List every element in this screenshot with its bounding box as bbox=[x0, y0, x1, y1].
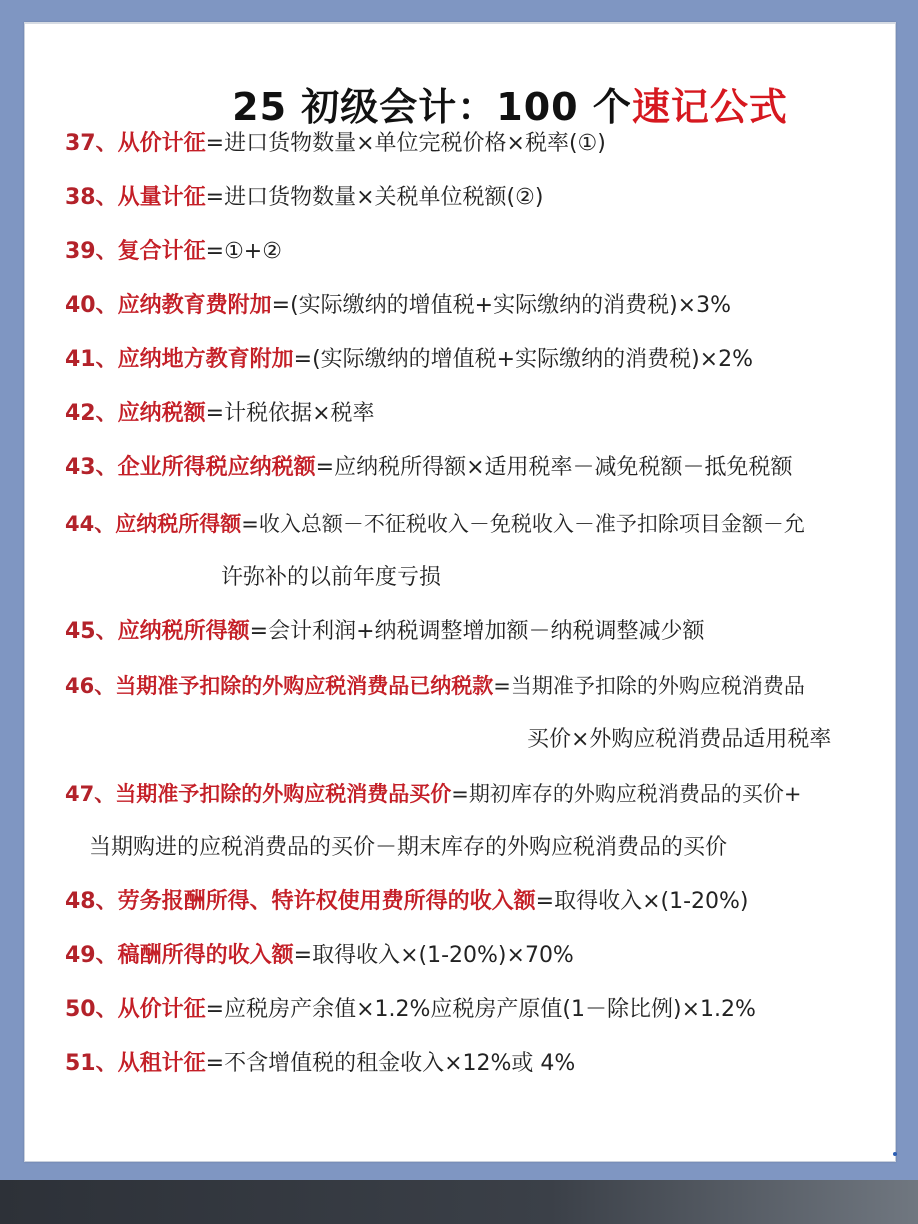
formula-term: 应纳税额 bbox=[117, 401, 206, 426]
formula-row bbox=[65, 454, 793, 482]
formula-row bbox=[65, 130, 606, 158]
bottom-bar bbox=[0, 1180, 918, 1224]
formula-expression: =不含增值税的租金收入×12%或 4% bbox=[205, 1051, 576, 1076]
formula-term: 劳务报酬所得、特许权使用费所得的收入额 bbox=[117, 889, 536, 914]
formula-expression: =应税房产余值×1.2%应税房产原值(1－除比例)×1.2% bbox=[205, 997, 756, 1022]
formula-row bbox=[65, 292, 731, 320]
formula-expression: =进口货物数量×关税单位税额(②) bbox=[205, 185, 544, 210]
formula-number: 40、 bbox=[65, 293, 118, 318]
formula-continuation: 当期购进的应税消费品的买价－期末库存的外购应税消费品的买价 bbox=[89, 835, 728, 860]
formula-term: 稿酬所得的收入额 bbox=[117, 943, 294, 968]
formula-row bbox=[65, 942, 574, 970]
formula-number: 47、 bbox=[65, 782, 116, 806]
formula-row bbox=[65, 238, 282, 266]
formula-term: 当期准予扣除的外购应税消费品买价 bbox=[115, 782, 452, 806]
formula-number: 49、 bbox=[65, 943, 118, 968]
formula-number: 42、 bbox=[65, 401, 118, 426]
formula-expression: =应纳税所得额×适用税率－减免税额－抵免税额 bbox=[315, 455, 793, 480]
formula-expression: =期初库存的外购应税消费品的买价+ bbox=[451, 782, 802, 806]
formula-term: 从价计征 bbox=[117, 131, 206, 156]
formula-number: 38、 bbox=[65, 185, 118, 210]
formula-continuation: 买价×外购应税消费品适用税率 bbox=[527, 727, 832, 752]
formula-number: 41、 bbox=[65, 347, 118, 372]
title-prefix: 25 初级会计：100 个 bbox=[232, 85, 632, 129]
formula-row bbox=[65, 346, 753, 374]
formula-row bbox=[65, 184, 543, 212]
formula-expression: =(实际缴纳的增值税+实际缴纳的消费税)×3% bbox=[271, 293, 732, 318]
formula-row bbox=[65, 780, 801, 808]
formula-number: 45、 bbox=[65, 619, 118, 644]
formula-row bbox=[65, 888, 749, 916]
formula-term: 从量计征 bbox=[117, 185, 206, 210]
formula-expression: =计税依据×税率 bbox=[205, 401, 375, 426]
formula-row bbox=[65, 400, 375, 428]
formula-number: 50、 bbox=[65, 997, 118, 1022]
formula-term: 企业所得税应纳税额 bbox=[117, 455, 316, 480]
formula-term: 应纳税所得额 bbox=[115, 512, 242, 536]
formula-number: 37、 bbox=[65, 131, 118, 156]
formula-expression: =取得收入×(1-20%)×70% bbox=[293, 943, 574, 968]
formula-term: 从租计征 bbox=[117, 1051, 206, 1076]
formula-term: 复合计征 bbox=[117, 239, 206, 264]
formula-number: 44、 bbox=[65, 512, 116, 536]
formula-row bbox=[65, 672, 805, 700]
formula-row bbox=[65, 1050, 575, 1078]
document-sheet bbox=[24, 22, 896, 1162]
formula-continuation: 许弥补的以前年度亏损 bbox=[221, 565, 442, 590]
formula-expression: =①+② bbox=[205, 239, 282, 264]
formula-number: 46、 bbox=[65, 674, 116, 698]
title-highlight: 速记公式 bbox=[631, 85, 788, 129]
formula-expression: =收入总额－不征税收入－免税收入－准予扣除项目金额－允 bbox=[241, 512, 805, 536]
formula-term: 当期准予扣除的外购应税消费品已纳税款 bbox=[115, 674, 494, 698]
formula-expression: =进口货物数量×单位完税价格×税率(①) bbox=[205, 131, 606, 156]
formula-expression: =(实际缴纳的增值税+实际缴纳的消费税)×2% bbox=[293, 347, 754, 372]
formula-number: 43、 bbox=[65, 455, 118, 480]
formula-term: 从价计征 bbox=[117, 997, 206, 1022]
formula-row bbox=[65, 996, 756, 1024]
dot-marker bbox=[893, 1152, 897, 1156]
formula-expression: =取得收入×(1-20%) bbox=[535, 889, 749, 914]
formula-row bbox=[65, 618, 705, 646]
formula-term: 应纳教育费附加 bbox=[117, 293, 272, 318]
formula-expression: =当期准予扣除的外购应税消费品 bbox=[493, 674, 805, 698]
formula-expression: =会计利润+纳税调整增加额－纳税调整减少额 bbox=[249, 619, 705, 644]
formula-term: 应纳地方教育附加 bbox=[117, 347, 294, 372]
formula-number: 48、 bbox=[65, 889, 118, 914]
formula-row bbox=[65, 510, 805, 538]
page-title bbox=[25, 76, 895, 131]
formula-term: 应纳税所得额 bbox=[117, 619, 250, 644]
formula-number: 51、 bbox=[65, 1051, 118, 1076]
formula-number: 39、 bbox=[65, 239, 118, 264]
